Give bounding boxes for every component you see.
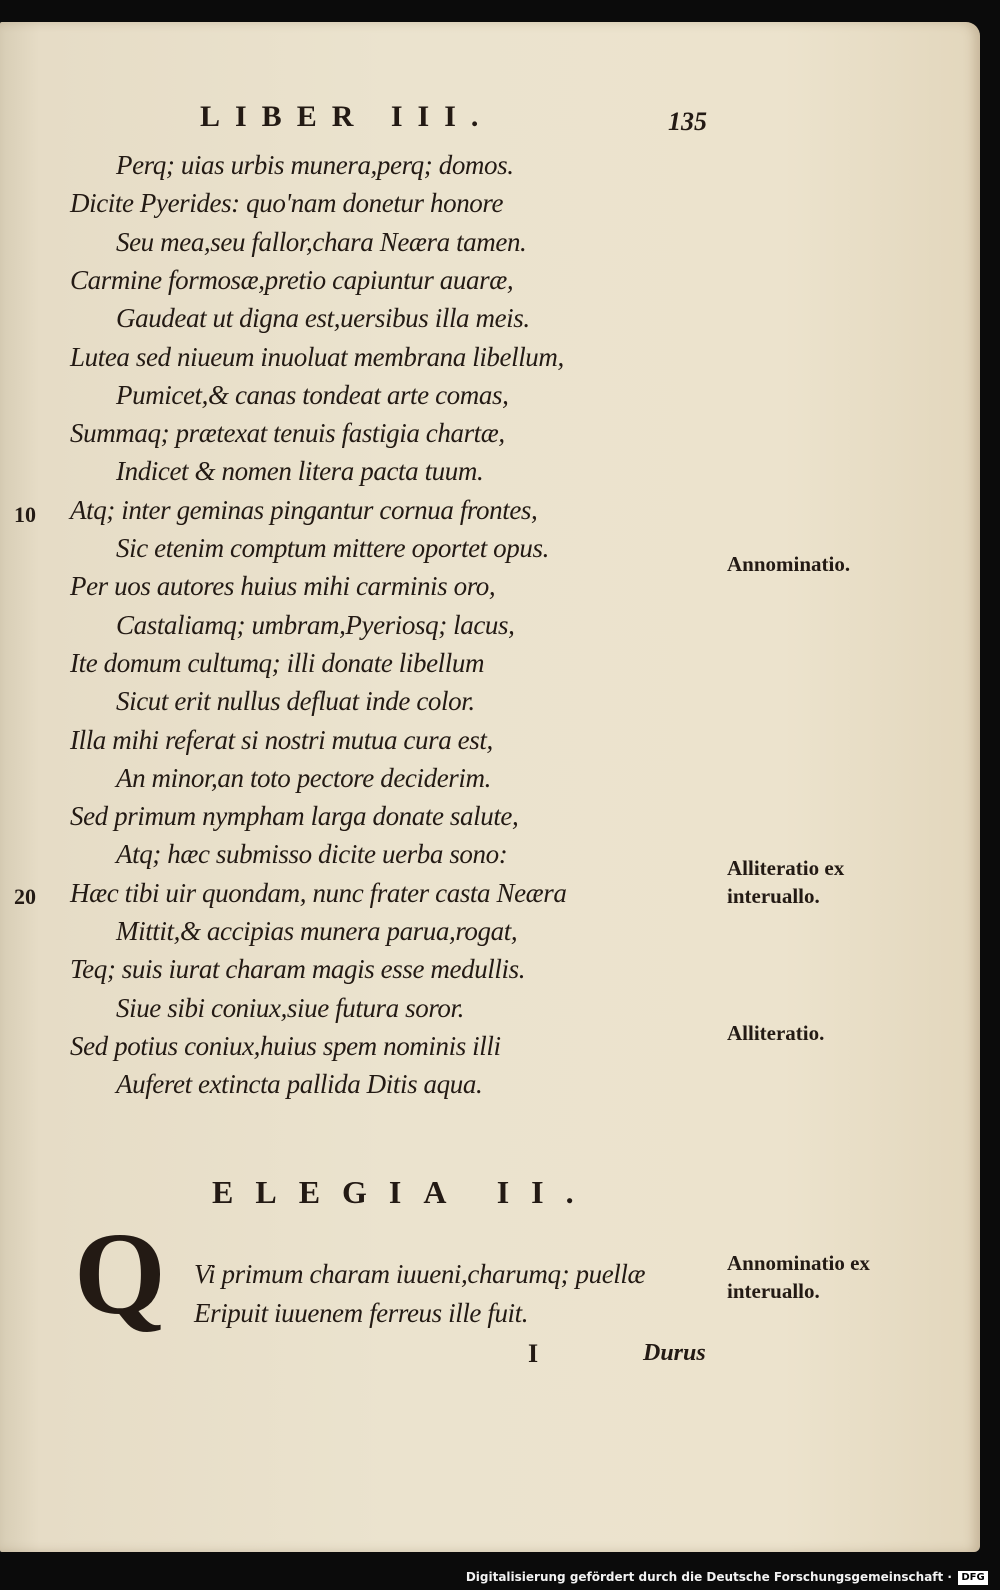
verse-line: Atq; hæc submisso dicite uerba sono: [116,839,508,870]
signature-mark: I [528,1339,539,1368]
verse-line: Ite domum cultumq; illi donate libellum [70,647,485,678]
verse-line: Pumicet,& canas tondeat arte comas, [116,379,509,410]
verse-line: Teq; suis iurat charam magis esse medullis. [70,954,526,985]
margin-note-annominatio-ex-interuallo: Annominatio ex interuallo. [727,1251,870,1303]
verse-line: Seu mea,seu fallor,chara Neæra tamen. [116,226,527,257]
dfg-logo: DFG [958,1571,988,1585]
catchword: Durus [643,1340,706,1366]
running-title: LIBER III. [200,100,494,133]
elegia-heading: ELEGIA II. [212,1174,596,1210]
line-number-20: 20 [14,884,36,909]
verse-line: Auferet extincta pallida Ditis aqua. [116,1069,483,1100]
verse-line: Atq; inter geminas pingantur cornua frontes, [70,494,538,525]
elegia-line-2: Eripuit iuuenem ferreus ille fuit. [194,1298,529,1328]
margin-note-annominatio: Annominatio. [727,552,851,576]
verse-line: Sed primum nympham larga donate salute, [70,801,519,832]
verse-line: Mittit,& accipias munera parua,rogat, [116,916,518,946]
verse-line: Indicet & nomen litera pacta tuum. [116,456,484,487]
verse-line: Summaq; prætexat tenuis fastigia chartæ, [70,418,505,449]
verse-line: Per uos autores huius mihi carminis oro, [70,571,496,602]
folio-number: 135 [668,107,707,136]
book-page [0,22,980,1552]
verse-line: Perq; uias urbis munera,perq; domos. [116,150,514,180]
verse-line: Sicut erit nullus defluat inde color. [116,686,475,717]
verse-line: An minor,an toto pectore deciderim. [116,762,491,793]
verse-line: Illa mihi referat si nostri mutua cura est, [70,724,493,755]
verse-line: Gaudeat ut digna est,uersibus illa meis. [116,303,530,334]
line-number-10: 10 [14,502,36,527]
verse-line: Castaliamq; umbram,Pyeriosq; lacus, [116,609,515,640]
footer-bar [0,1560,1000,1590]
verse-line: Sic etenim comptum mittere oportet opus. [116,533,549,563]
elegia-line-1: Vi primum charam iuueni,charumq; puellæ [194,1259,646,1289]
margin-note-alliteratio-ex-interuallo: Alliteratio ex interuallo. [727,856,845,908]
verse-line: Carmine formosæ,pretio capiuntur auaræ, [70,264,514,295]
verse-line: Dicite Pyerides: quo'nam donetur honore [70,188,504,219]
verse-line: Lutea sed niueum inuoluat membrana libellum, [70,341,564,372]
verse-line: Hæc tibi uir quondam, nunc frater casta Neæra [70,877,567,908]
footer-credit: Digitalisierung gefördert durch die Deutsche Forschungsgemeinschaft · [465,1570,952,1584]
margin-note-alliteratio: Alliteratio. [727,1021,825,1045]
decorated-initial: Q [74,1208,166,1339]
verse-line: Sed potius coniux,huius spem nominis illi [70,1030,501,1061]
verse-line: Siue sibi coniux,siue futura soror. [116,992,464,1023]
